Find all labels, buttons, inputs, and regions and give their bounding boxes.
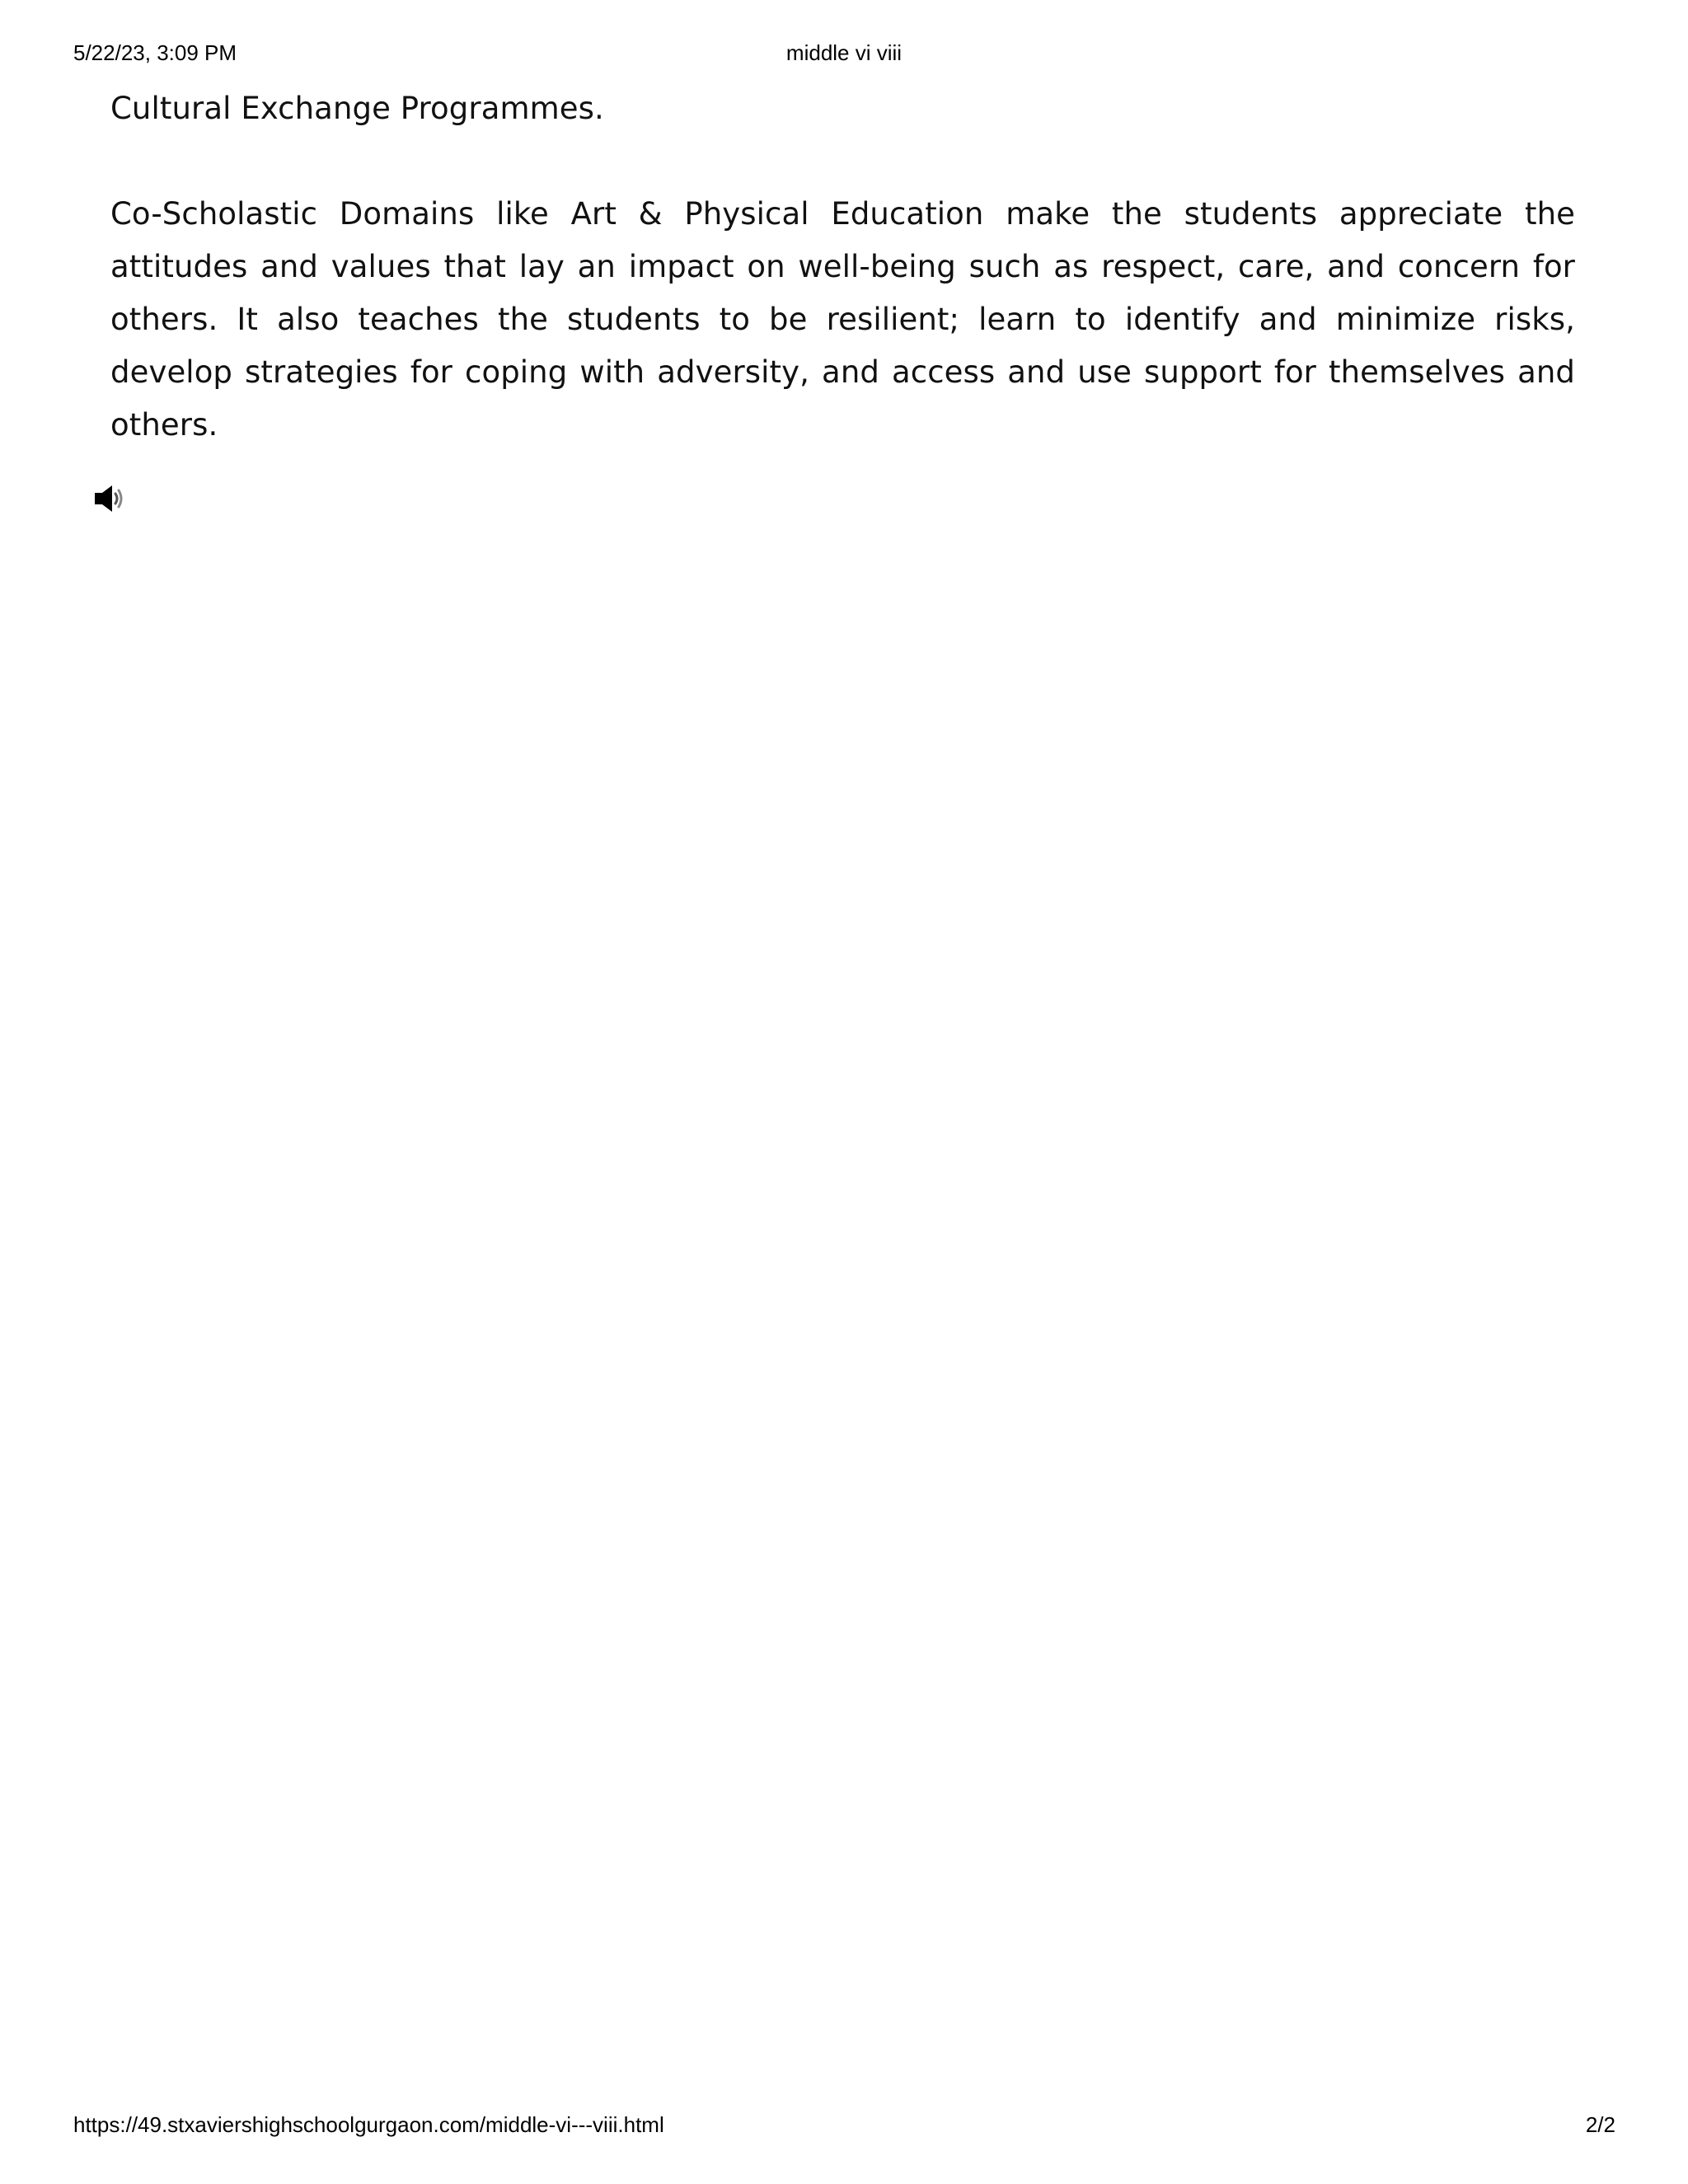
print-footer bbox=[0, 2111, 1688, 2139]
print-header bbox=[0, 40, 1688, 68]
lead-line: Cultural Exchange Programmes. bbox=[110, 91, 604, 126]
print-page-title: middle vi viii bbox=[785, 40, 903, 65]
speaker-icon bbox=[92, 484, 129, 513]
print-datetime: 5/22/23, 3:09 PM bbox=[73, 40, 237, 65]
audio-player-button[interactable] bbox=[92, 484, 129, 513]
print-url: https://49.stxaviershighschoolgurgaon.com/middle-vi---viii.html bbox=[73, 2112, 664, 2137]
body-paragraph: Co-Scholastic Domains like Art & Physical Education make the students appreciate the attitudes and values that lay an impact on well-being such as respect, care, and concern for others. It also teaches the students to be resilient; learn to identify and minimize risks, develop strategies for coping with adversity, and access and use support for themselves and others. bbox=[110, 196, 1575, 443]
page-content bbox=[110, 82, 1575, 452]
print-page-number: 2/2 bbox=[1585, 2112, 1615, 2137]
